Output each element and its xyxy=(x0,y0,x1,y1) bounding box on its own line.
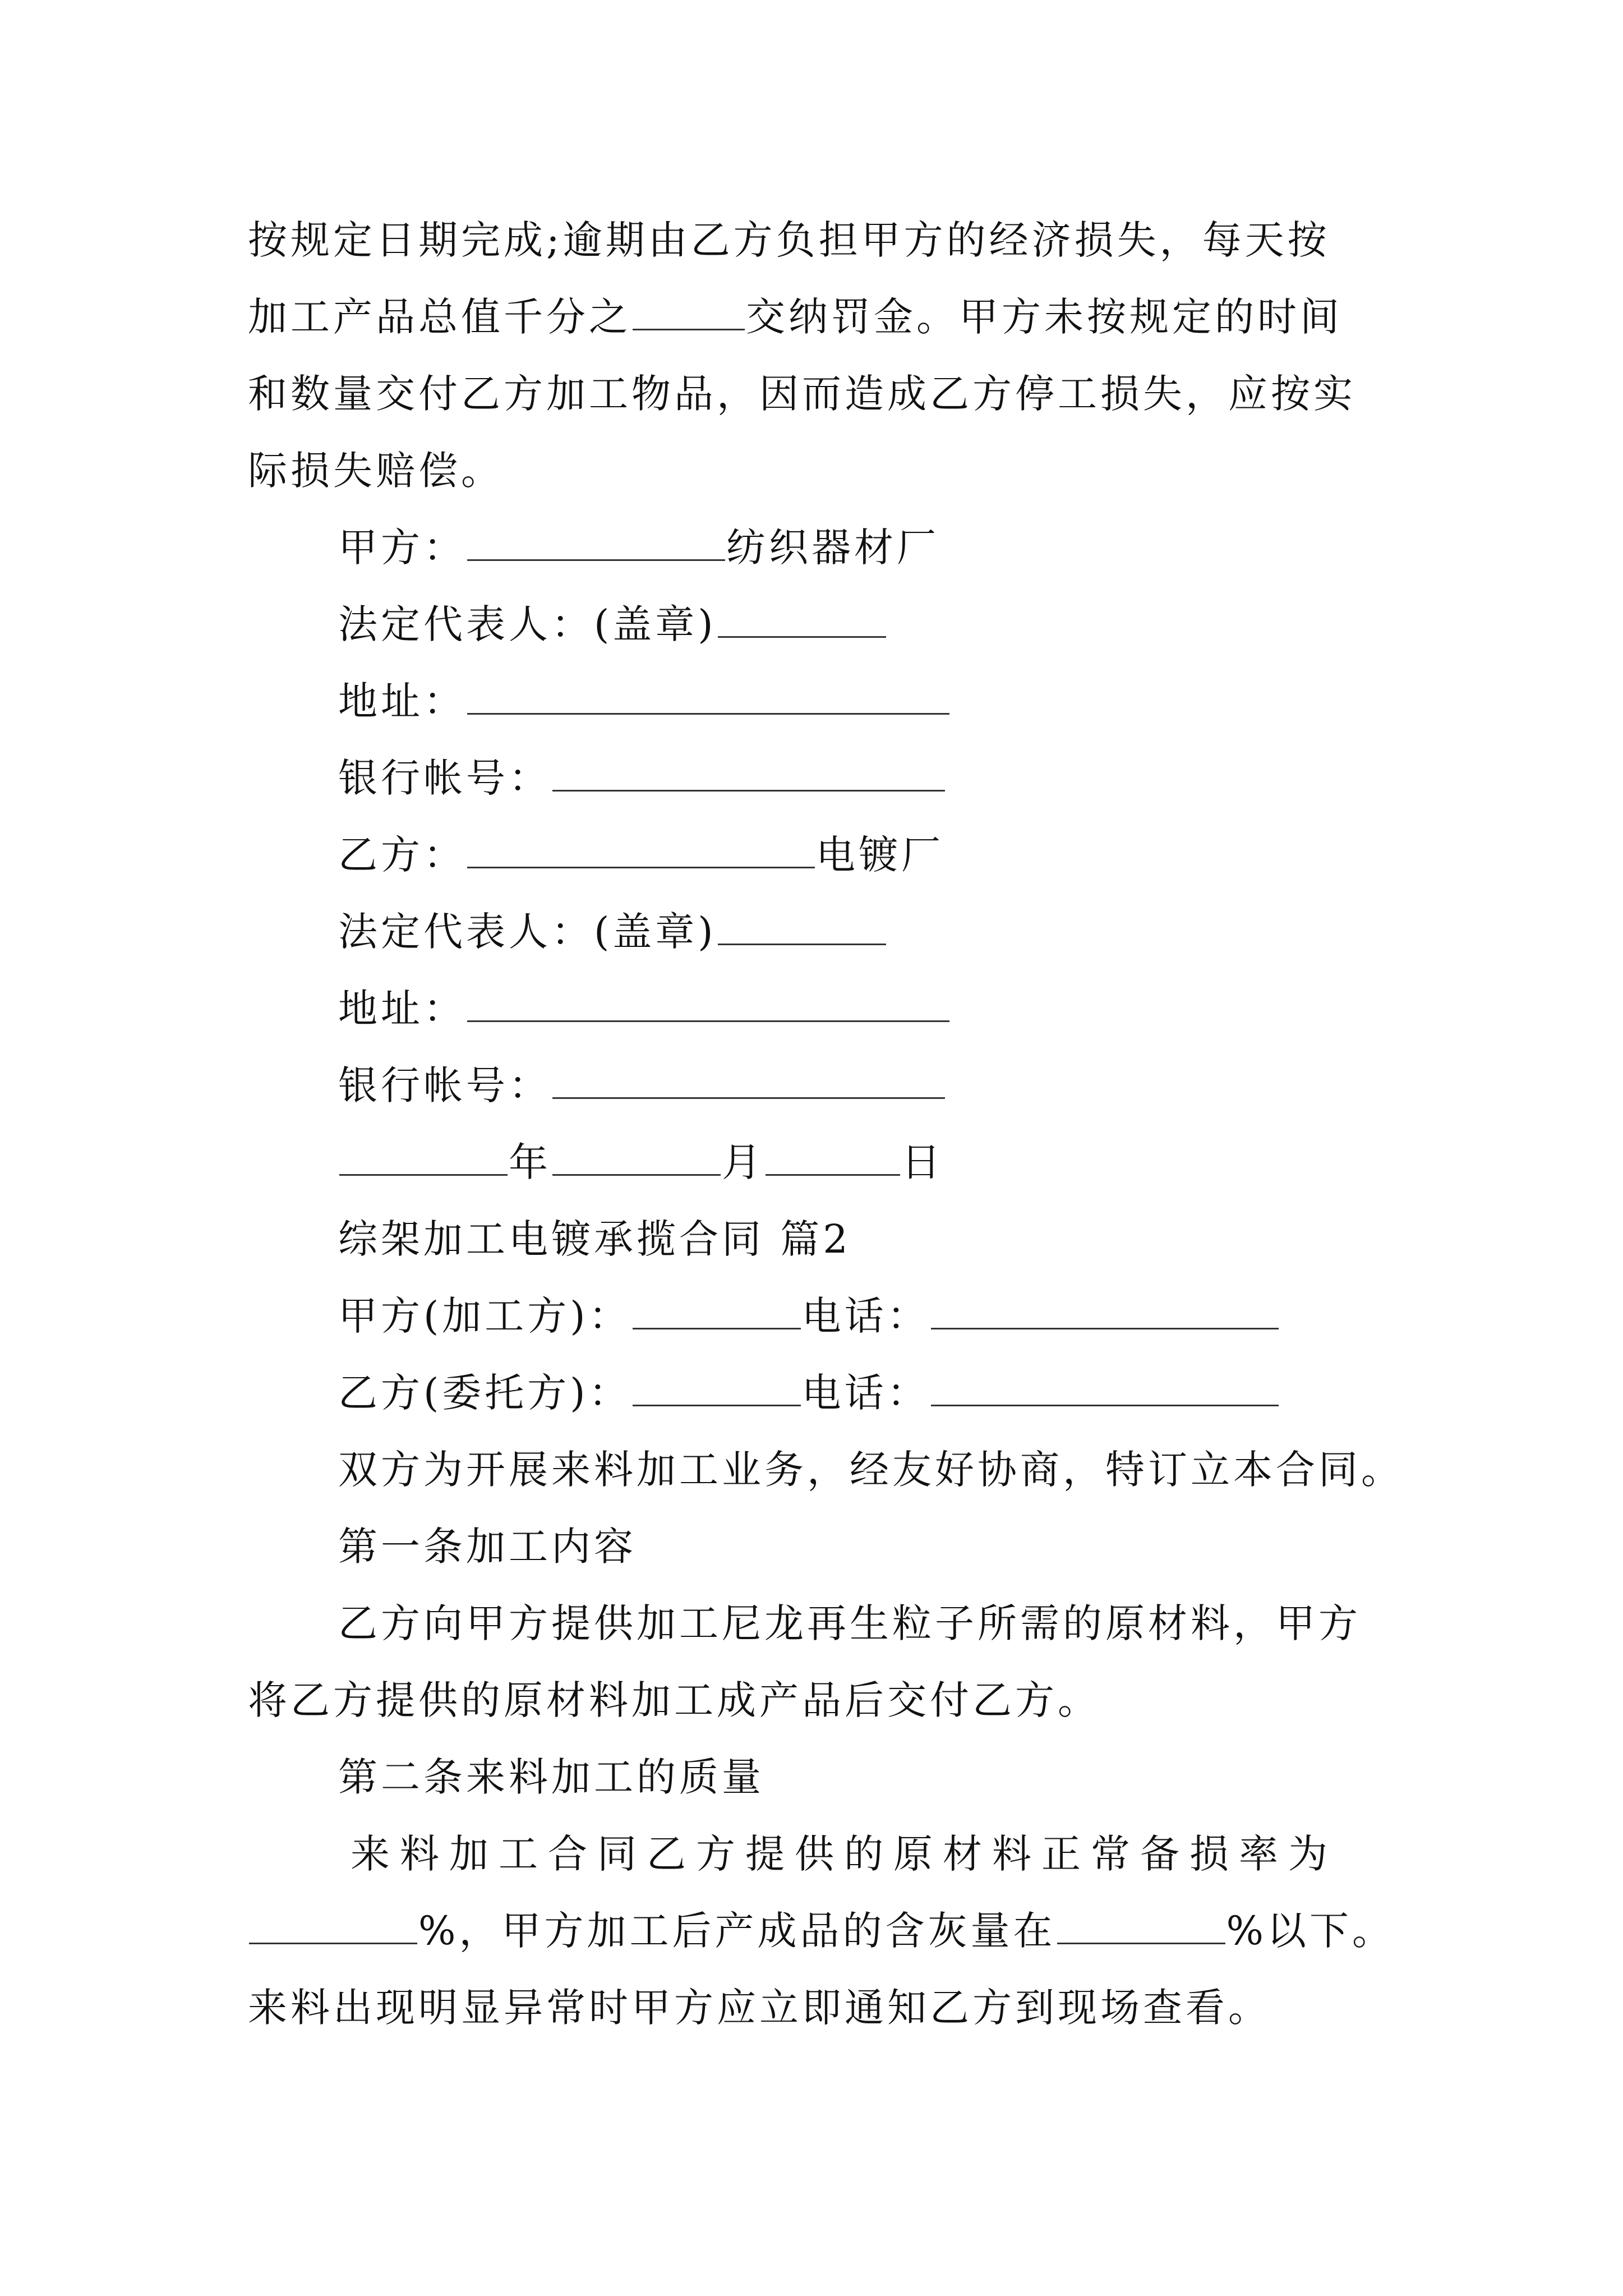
paragraph-line: %，甲方加工后产成品的含灰量在 %以下。 xyxy=(248,1903,1395,1959)
blank-underline xyxy=(633,1370,801,1406)
blank-underline xyxy=(633,1293,801,1329)
party-b-name-line: 乙方： 电镀厂 xyxy=(338,832,944,878)
blank-underline xyxy=(467,524,725,561)
blank-underline xyxy=(249,1908,417,1944)
party-b-bank-line: 银行帐号： xyxy=(338,1057,946,1114)
blank-underline xyxy=(718,601,886,638)
article-title: 第一条加工内容 xyxy=(338,1524,637,1570)
blank-underline xyxy=(766,1139,900,1176)
blank-underline xyxy=(339,1139,508,1176)
paragraph-line: 际损失赔偿。 xyxy=(248,448,504,494)
party-b-representative-line: 法定代表人：(盖章) xyxy=(338,904,887,960)
paragraph-line: 双方为开展来料加工业务，经友好协商，特订立本合同。 xyxy=(338,1447,1404,1493)
blank-underline xyxy=(552,1062,945,1099)
date-line: 年 月 日 xyxy=(338,1134,944,1190)
blank-underline xyxy=(633,294,745,330)
paragraph-line: 加工产品总值千分之 交纳罚金。甲方未按规定的时间 xyxy=(248,294,1343,340)
blank-underline xyxy=(467,986,949,1022)
party-a-name-line: 甲方： 纺织器材厂 xyxy=(338,524,939,570)
party-a-representative-line: 法定代表人：(盖章) xyxy=(338,596,887,652)
section-title: 综架加工电镀承揽合同 篇2 xyxy=(338,1216,851,1262)
paragraph-line: 乙方向甲方提供加工尼龙再生粒子所需的原材料，甲方 xyxy=(338,1600,1361,1646)
blank-underline xyxy=(931,1293,1279,1329)
party-a-address-line: 地址： xyxy=(338,673,951,729)
blank-underline xyxy=(931,1370,1279,1406)
article-title: 第二条来料加工的质量 xyxy=(338,1754,764,1800)
party-b-address-line: 地址： xyxy=(338,981,951,1037)
party-a-contact-line: 甲方(加工方)： 电话： xyxy=(338,1288,1280,1344)
blank-underline xyxy=(552,1139,721,1176)
party-b-contact-line: 乙方(委托方)： 电话： xyxy=(338,1365,1280,1421)
paragraph-line: 来料加工合同乙方提供的原材料正常备损率为 xyxy=(351,1831,1338,1877)
party-a-bank-line: 银行帐号： xyxy=(338,750,946,806)
blank-underline xyxy=(1057,1908,1225,1944)
paragraph-line: 来料出现明显异常时甲方应立即通知乙方到现场查看。 xyxy=(248,1985,1271,2031)
paragraph-line: 和数量交付乙方加工物品，因而造成乙方停工损失，应按实 xyxy=(248,371,1356,417)
blank-underline xyxy=(467,678,949,715)
blank-underline xyxy=(718,909,886,945)
paragraph-line: 按规定日期完成;逾期由乙方负担甲方的经济损失，每天按 xyxy=(248,217,1330,263)
blank-underline xyxy=(467,832,815,868)
blank-underline xyxy=(552,755,945,792)
paragraph-line: 将乙方提供的原材料加工成产品后交付乙方。 xyxy=(248,1677,1100,1723)
